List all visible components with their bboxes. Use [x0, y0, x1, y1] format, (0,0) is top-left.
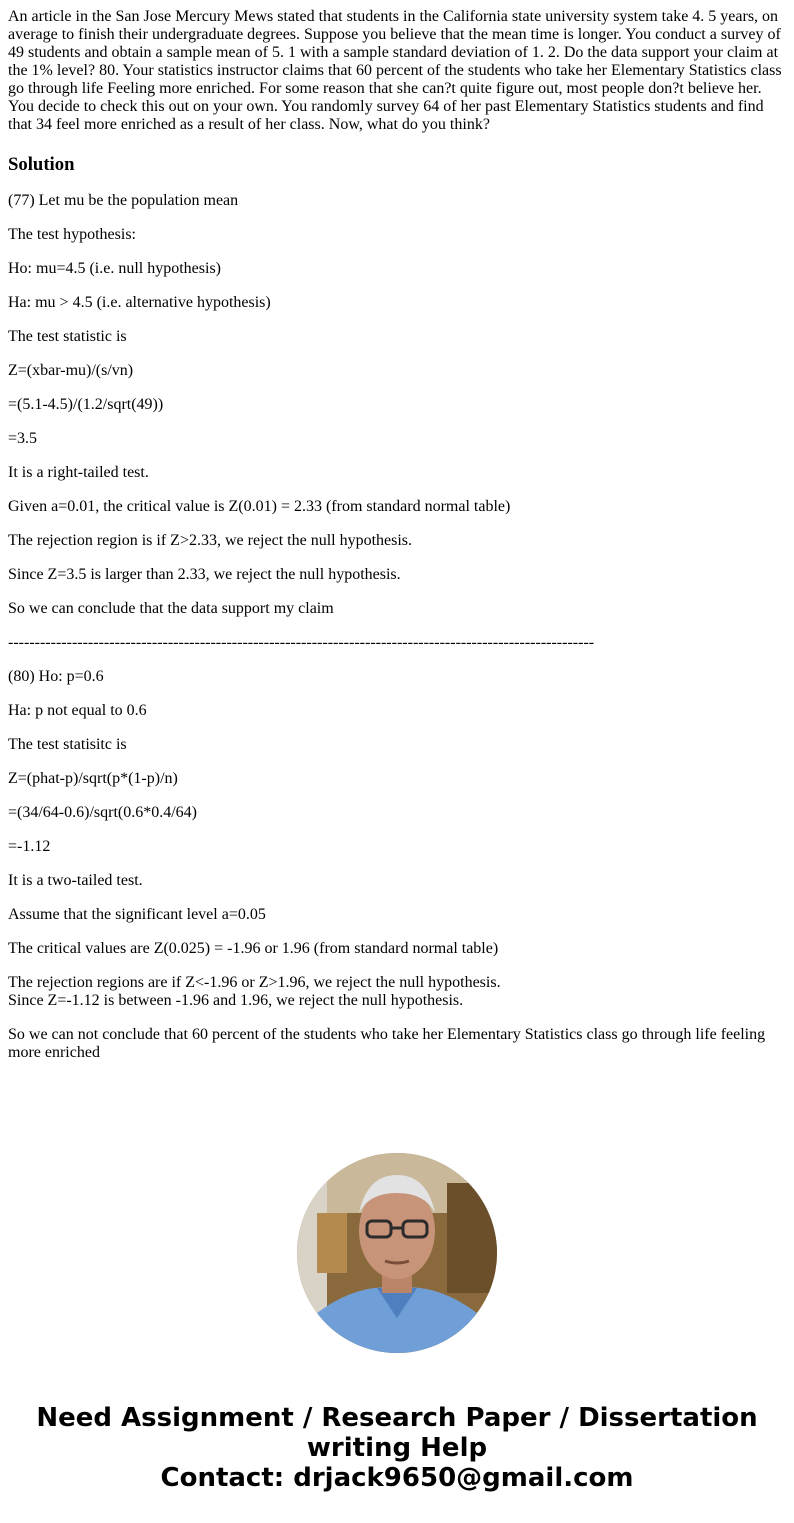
- solution-line: The test statistic is: [8, 328, 127, 345]
- promo-line: writing Help: [306, 1433, 488, 1463]
- document-body: [8, 8, 786, 1078]
- contact-email: Contact: drjack9650@gmail.com: [160, 1463, 634, 1493]
- solution-line: (80) Ho: p=0.6: [8, 668, 104, 685]
- solution-line: Z=(phat-p)/sqrt(p*(1-p)/n): [8, 770, 178, 787]
- solution-line: It is a two-tailed test.: [8, 872, 143, 889]
- solution-line: Ho: mu=4.5 (i.e. null hypothesis): [8, 260, 222, 277]
- solution-heading: Solution: [8, 154, 75, 175]
- question-text: An article in the San Jose Mercury Mews stated that students in the California state university system take 4. 5 years, on average to finish their undergraduate degrees. Suppose you believe that the mean time is longer. You conduct a survey of 49 students and obtain a sample mean of 5. 1 with a sample standard deviation of 1. 2. Do the data support your claim at the 1% level? 80. Your statistics instructor claims that 60 percent of the students who take her Elementary Statistics class go through life Feeling more enriched. For some reason that she can?t quite figure out, most people don?t believe her. You decide to check this out on your own. You randomly survey 64 of her past Elementary Statistics students and find that 34 feel more enriched as a result of her class. Now, what do you think?: [8, 8, 782, 133]
- solution-line: The critical values are Z(0.025) = -1.96 or 1.96 (from standard normal table): [8, 940, 499, 957]
- author-portrait-icon: [297, 1153, 497, 1353]
- promo-line: Need Assignment / Research Paper / Dissertation: [36, 1403, 758, 1433]
- solution-line: (77) Let mu be the population mean: [8, 192, 239, 209]
- solution-line: Z=(xbar-mu)/(s/vn): [8, 362, 134, 379]
- solution-line: =(34/64-0.6)/sqrt(0.6*0.4/64): [8, 804, 197, 821]
- solution-line: Assume that the significant level a=0.05: [8, 906, 266, 923]
- solution-line: Ha: p not equal to 0.6: [8, 702, 147, 719]
- solution-line: The test statisitc is: [8, 736, 127, 753]
- solution-line: Since Z=-1.12 is between -1.96 and 1.96, we reject the null hypothesis.: [8, 992, 464, 1009]
- author-avatar: [297, 1153, 497, 1353]
- solution-line: =3.5: [8, 430, 38, 447]
- divider-line: --------------------------------------------------------------------------------------------------------------: [8, 634, 595, 651]
- promo-banner: [0, 1403, 794, 1493]
- solution-line: The rejection region is if Z>2.33, we reject the null hypothesis.: [8, 532, 413, 549]
- solution-line: =-1.12: [8, 838, 51, 855]
- solution-line: =(5.1-4.5)/(1.2/sqrt(49)): [8, 396, 164, 413]
- solution-line: Ha: mu > 4.5 (i.e. alternative hypothesis): [8, 294, 271, 311]
- solution-line: The rejection regions are if Z<-1.96 or Z>1.96, we reject the null hypothesis.: [8, 974, 501, 991]
- solution-line: Given a=0.01, the critical value is Z(0.01) = 2.33 (from standard normal table): [8, 498, 511, 515]
- solution-line: Since Z=3.5 is larger than 2.33, we reject the null hypothesis.: [8, 566, 401, 583]
- solution-line: So we can conclude that the data support my claim: [8, 600, 334, 617]
- solution-line: It is a right-tailed test.: [8, 464, 149, 481]
- solution-lines: [8, 192, 786, 1062]
- solution-line: The test hypothesis:: [8, 226, 136, 243]
- solution-line: So we can not conclude that 60 percent of the students who take her Elementary Statistics class go through life feeling more enriched: [8, 1026, 766, 1061]
